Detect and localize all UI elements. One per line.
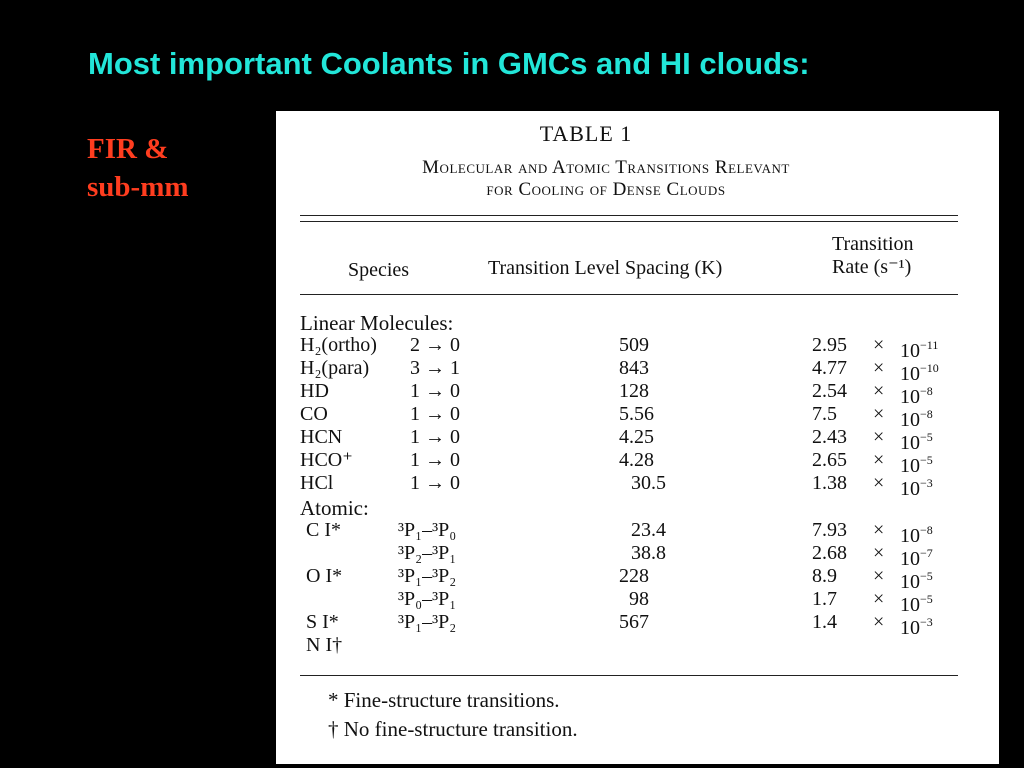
table-bottom-rule [300, 675, 958, 676]
rate-base: 10 [900, 548, 920, 570]
rate-exponent: −8 [920, 407, 933, 421]
spacing-cell: 30.5 [631, 472, 666, 494]
spacing-cell: 98 [629, 588, 649, 610]
times-symbol: × [873, 565, 885, 587]
table-row [276, 634, 999, 657]
rate-exponent: −5 [920, 569, 933, 583]
table-row [276, 334, 999, 362]
rate-exponent: −8 [920, 384, 933, 398]
rate-exponent: −10 [920, 361, 939, 375]
table-row [276, 565, 999, 593]
rate-mantissa-cell: 7.93 [812, 519, 847, 541]
table-row [276, 449, 999, 477]
rate-exponent: −8 [920, 523, 933, 537]
transition-cell: 1 → 0 [410, 426, 460, 448]
table-row [276, 542, 999, 570]
footnote-no-fine-structure: † No fine-structure transition. [328, 717, 578, 741]
table-header-rule [300, 294, 958, 295]
rate-base: 10 [900, 409, 920, 431]
transition-cell: 1 → 0 [410, 403, 460, 425]
rate-base: 10 [900, 478, 920, 500]
rate-mantissa-cell: 1.38 [812, 472, 847, 494]
side-label-line-1: FIR & [87, 133, 169, 165]
rate-mantissa-cell: 1.4 [812, 611, 837, 633]
spacing-cell: 23.4 [631, 519, 666, 541]
transition-cell: ³P₀–³P₁ [398, 588, 457, 610]
table-row [276, 380, 999, 408]
transition-cell: 1 → 0 [410, 472, 460, 494]
spacing-cell: 843 [619, 357, 649, 379]
rate-base: 10 [900, 455, 920, 477]
rate-exponent: −5 [920, 453, 933, 467]
rate-mantissa-cell: 8.9 [812, 565, 837, 587]
rate-mantissa-cell: 2.95 [812, 334, 847, 356]
species-cell: H₂(para) [300, 357, 370, 379]
rate-exponent: −3 [920, 476, 933, 490]
table-row [276, 611, 999, 639]
rate-exponent: −5 [920, 592, 933, 606]
slide-title: Most important Coolants in GMCs and HI clouds: [88, 46, 810, 81]
rate-base: 10 [900, 617, 920, 639]
transition-cell: 3 → 1 [410, 357, 460, 379]
species-cell: HD [300, 380, 329, 402]
table-row [276, 403, 999, 431]
times-symbol: × [873, 519, 885, 541]
species-cell: S I* [306, 611, 339, 633]
rate-mantissa-cell: 2.54 [812, 380, 847, 402]
times-symbol: × [873, 449, 885, 471]
group-label-atomic: Atomic: [300, 496, 369, 520]
times-symbol: × [873, 357, 885, 379]
species-cell: C I* [306, 519, 341, 541]
rate-exponent: −3 [920, 615, 933, 629]
rate-mantissa-cell: 2.68 [812, 542, 847, 564]
footnote-fine-structure: * Fine-structure transitions. [328, 688, 560, 712]
rate-base: 10 [900, 432, 920, 454]
rate-base: 10 [900, 525, 920, 547]
rate-base: 10 [900, 386, 920, 408]
table-heading: TABLE 1 [539, 121, 633, 146]
column-header-rate-line-1: Transition [832, 233, 914, 255]
species-cell: O I* [306, 565, 343, 587]
spacing-cell: 509 [619, 334, 649, 356]
group-label-linear-molecules: Linear Molecules: [300, 311, 454, 335]
spacing-cell: 5.56 [619, 403, 654, 425]
spacing-cell: 228 [619, 565, 649, 587]
spacing-cell: 38.8 [631, 542, 666, 564]
species-cell: HCO⁺ [300, 449, 353, 471]
rate-base: 10 [900, 594, 920, 616]
transition-cell: 1 → 0 [410, 380, 460, 402]
table-row [276, 426, 999, 454]
rate-exponent: −5 [920, 430, 933, 444]
rate-mantissa-cell: 4.77 [812, 357, 847, 379]
transition-cell: ³P₁–³P₂ [398, 611, 457, 633]
table-top-rule-1 [300, 215, 958, 216]
side-label [87, 130, 189, 206]
table-image [276, 111, 999, 764]
species-cell: H₂(ortho) [300, 334, 377, 356]
rate-base: 10 [900, 340, 920, 362]
side-label-line-2: sub-mm [87, 171, 189, 203]
transition-cell: 2 → 0 [410, 334, 460, 356]
table-row [276, 519, 999, 547]
times-symbol: × [873, 380, 885, 402]
column-header-species: Species [348, 259, 410, 281]
times-symbol: × [873, 403, 885, 425]
transition-cell: ³P₁–³P₂ [398, 565, 457, 587]
times-symbol: × [873, 334, 885, 356]
times-symbol: × [873, 611, 885, 633]
rate-exponent-cell [900, 472, 933, 501]
rate-exponent: −11 [920, 338, 939, 352]
spacing-cell: 128 [619, 380, 649, 402]
rate-mantissa-cell: 2.65 [812, 449, 847, 471]
table-subtitle-line-2: for Cooling of Dense Clouds [486, 179, 726, 200]
times-symbol: × [873, 472, 885, 494]
species-cell: HCN [300, 426, 343, 448]
times-symbol: × [873, 588, 885, 610]
table-row [276, 357, 999, 385]
table-row [276, 588, 999, 616]
rate-mantissa-cell: 2.43 [812, 426, 847, 448]
rate-exponent: −7 [920, 546, 933, 560]
column-header-rate-line-2: Rate (s⁻¹) [832, 256, 912, 278]
spacing-cell: 4.28 [619, 449, 654, 471]
times-symbol: × [873, 542, 885, 564]
species-cell: N I† [306, 634, 343, 656]
species-cell: CO [300, 403, 328, 425]
table-top-rule-2 [300, 221, 958, 222]
rate-base: 10 [900, 571, 920, 593]
transition-cell: ³P₂–³P₁ [398, 542, 457, 564]
times-symbol: × [873, 426, 885, 448]
spacing-cell: 4.25 [619, 426, 654, 448]
rate-mantissa-cell: 7.5 [812, 403, 837, 425]
table-subtitle-line-1: Molecular and Atomic Transitions Relevant [422, 157, 790, 178]
table-row [276, 472, 999, 500]
rate-base: 10 [900, 363, 920, 385]
transition-cell: ³P₁–³P₀ [398, 519, 457, 541]
spacing-cell: 567 [619, 611, 649, 633]
transition-cell: 1 → 0 [410, 449, 460, 471]
column-header-spacing: Transition Level Spacing (K) [488, 257, 723, 279]
species-cell: HCl [300, 472, 334, 494]
rate-mantissa-cell: 1.7 [812, 588, 837, 610]
